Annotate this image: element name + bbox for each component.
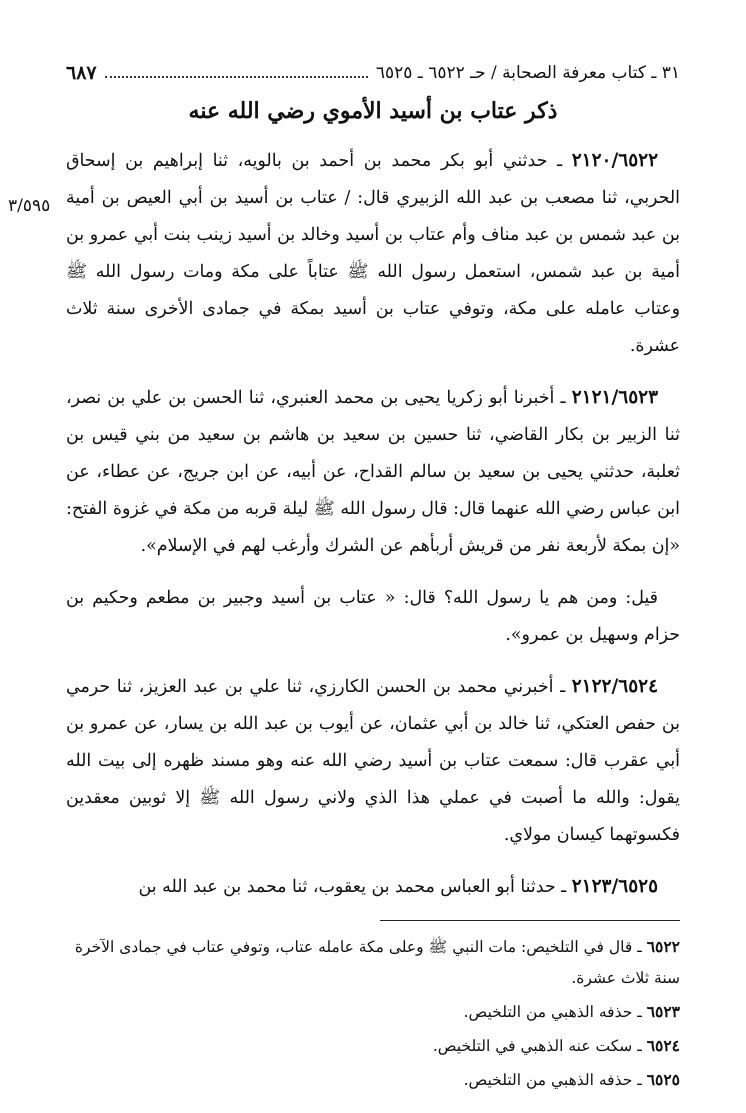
footnote-number: ٦٥٢٥: [646, 1070, 680, 1089]
footnote: [66, 1030, 680, 1062]
footnote-text: ـ حذفه الذهبي من التلخيص.: [463, 1071, 647, 1089]
hadith-entry-6523: [66, 379, 680, 565]
running-head: [66, 58, 680, 88]
section-title: ذكر عتاب بن أسيد الأموي رضي الله عنه: [188, 98, 558, 124]
footnote-number: ٦٥٢٤: [646, 1036, 680, 1055]
footnote-text: ـ حذفه الذهبي من التلخيص.: [463, 1003, 647, 1021]
running-head-dots: [105, 76, 368, 78]
footnote: [66, 1064, 680, 1096]
entry-text: قيل: ومن هم يا رسول الله؟ قال: « عتاب بن أسيد وجبير بن مطعم وحكيم بن حزام وسهيل بن عمرو».: [66, 588, 680, 645]
footnote-divider: [380, 920, 680, 921]
page-number: ٦٨٧: [66, 62, 97, 84]
footnote: [66, 996, 680, 1028]
entry-number: ٢١٢٠/٦٥٢٢: [571, 150, 658, 171]
hadith-entry-6522: [66, 142, 680, 365]
footnote-text: ـ سكت عنه الذهبي في التلخيص.: [432, 1037, 647, 1055]
entry-number: ٢١٢١/٦٥٢٣: [571, 387, 658, 408]
entry-number: ٢١٢٢/٦٥٢٤: [571, 676, 658, 697]
entry-text: ـ حدثنا أبو العباس محمد بن يعقوب، ثنا محمد بن عبد الله بن: [138, 877, 572, 897]
entry-text: ـ أخبرني محمد بن الحسن الكارزي، ثنا علي بن عبد العزيز، ثنا حرمي بن حفص العتكي، ثنا خالد بن أبي عثمان، عن أيوب بن عبد الله بن يسار، عن عمرو بن أبي عقرب قال: سمعت عتاب بن أسيد رضي الله عنه وهو مسند ظهره إلى بيت الله يقول: والله ما أصبت في عملي هذا الذي ولاني رسول الله ﷺ إلا ثوبين معقدين فكسوتهما كيسان مولاي.: [66, 677, 680, 845]
entry-text: ـ حدثني أبو بكر محمد بن أحمد بن بالويه، ثنا إبراهيم بن إسحاق الحربي، ثنا مصعب بن عبد الله الزبيري قال: / عتاب بن أسيد بن أبي العيص بن أمية بن عبد شمس بن عبد مناف وأم عتاب بن أسيد وخالد بن أسيد زينب بنت أبي عمرو بن أمية بن عبد شمس، استعمل رسول الله ﷺ عتاباً على مكة ومات رسول الله ﷺ وعتاب عامله على مكة، وتوفي عتاب بن أسيد بمكة في جمادى الأخرى سنة ثلاث عشرة.: [66, 151, 680, 356]
footnote: [66, 931, 680, 994]
hadith-entry-6524: [66, 668, 680, 854]
footnotes: [66, 931, 680, 1096]
entry-text: ـ أخبرنا أبو زكريا يحيى بن محمد العنبري، ثنا الحسن بن علي بن نصر، ثنا الزبير بن بكار القاضي، ثنا حسين بن سعيد بن هاشم بن سعيد من بني قيس بن ثعلبة، حدثني يحيى بن سعيد بن سالم القداح، عن أبيه، عن ابن جريج، عن عطاء، عن ابن عباس رضي الله عنهما قال: قال رسول الله ﷺ ليلة قربه من مكة في غزوة الفتح: «إن بمكة لأربعة نفر من قريش أربأهم عن الشرك وأرغب لهم في الإسلام».: [66, 388, 680, 556]
footnote-text: ـ قال في التلخيص: مات النبي ﷺ وعلى مكة عامله عتاب، وتوفي عتاب في جمادى الآخرة سنة ثلاث عشرة.: [74, 938, 680, 987]
running-head-title: ٣١ ـ كتاب معرفة الصحابة / حـ ٦٥٢٢ ـ ٦٥٢٥: [375, 63, 680, 83]
margin-volume-note: ٣/٥٩٥: [8, 196, 51, 216]
footnote-number: ٦٥٢٢: [646, 937, 680, 956]
entry-number: ٢١٢٣/٦٥٢٥: [571, 876, 658, 897]
hadith-entry-6525: [66, 868, 680, 906]
hadith-entry-6523-continued: [66, 579, 680, 654]
footnote-number: ٦٥٢٣: [646, 1002, 680, 1021]
